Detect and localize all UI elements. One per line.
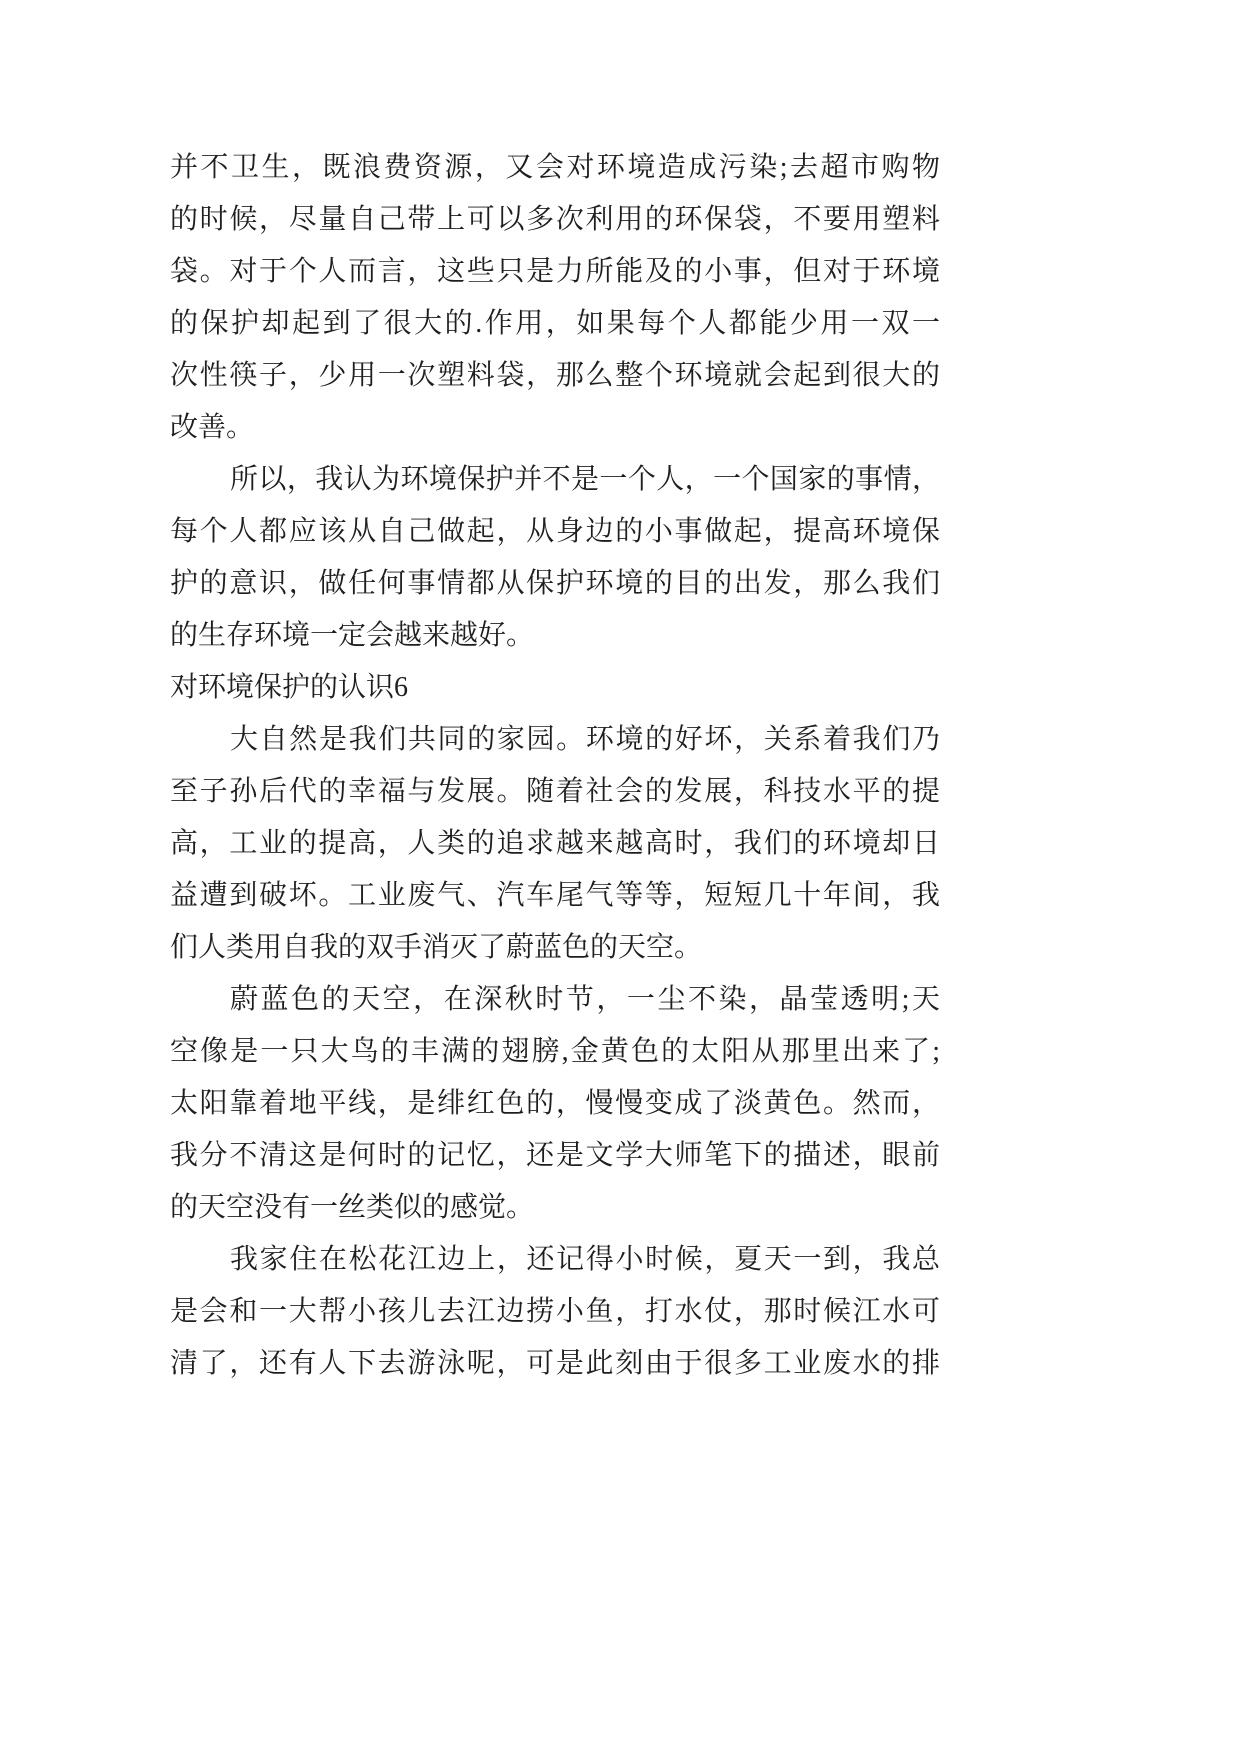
- text-line: 空像是一只大鸟的丰满的翅膀,金黄色的太阳从那里出来了;: [170, 1036, 940, 1067]
- text-line: 袋。对于个人而言，这些只是力所能及的小事，但对于环境: [170, 256, 940, 287]
- text-line: 高，工业的提高，人类的追求越来越高时，我们的环境却日: [170, 828, 940, 859]
- text-line: 的保护却起到了很大的.作用，如果每个人都能少用一双一: [170, 308, 940, 339]
- paragraph: [170, 1234, 940, 1390]
- text-line: 大自然是我们共同的家园。环境的好坏，关系着我们乃: [230, 724, 940, 755]
- text-line: 护的意识，做任何事情都从保护环境的目的出发，那么我们: [170, 568, 940, 599]
- text-line: 的时候，尽量自己带上可以多次利用的环保袋，不要用塑料: [170, 204, 940, 235]
- text-line: 清了，还有人下去游泳呢，可是此刻由于很多工业废水的排: [170, 1348, 940, 1379]
- text-line: 的生存环境一定会越来越好。: [170, 620, 535, 651]
- text-line: 益遭到破坏。工业废气、汽车尾气等等，短短几十年间，我: [170, 880, 940, 911]
- text-line: 次性筷子，少用一次塑料袋，那么整个环境就会起到很大的: [170, 360, 940, 391]
- text-line: 我家住在松花江边上，还记得小时候，夏天一到，我总: [230, 1244, 940, 1275]
- document-body: [170, 142, 940, 1390]
- paragraph: [170, 974, 940, 1234]
- paragraph: [170, 454, 940, 662]
- paragraph: [170, 142, 940, 454]
- text-line: 所以，我认为环境保护并不是一个人，一个国家的事情，: [230, 464, 940, 495]
- text-line: 蔚蓝色的天空，在深秋时节，一尘不染，晶莹透明;天: [230, 984, 940, 1015]
- paragraph: [170, 714, 940, 974]
- text-line: 们人类用自我的双手消灭了蔚蓝色的天空。: [170, 932, 703, 963]
- text-line: 的天空没有一丝类似的感觉。: [170, 1192, 535, 1223]
- text-line: 每个人都应该从自己做起，从身边的小事做起，提高环境保: [170, 516, 940, 547]
- text-line: 至子孙后代的幸福与发展。随着社会的发展，科技水平的提: [170, 776, 940, 807]
- section-title: 对环境保护的认识6: [170, 672, 409, 703]
- text-line: 并不卫生，既浪费资源，又会对环境造成污染;去超市购物: [170, 152, 940, 183]
- text-line: 太阳靠着地平线，是绯红色的，慢慢变成了淡黄色。然而，: [170, 1088, 940, 1119]
- text-line: 我分不清这是何时的记忆，还是文学大师笔下的描述，眼前: [170, 1140, 940, 1171]
- text-line: 是会和一大帮小孩儿去江边捞小鱼，打水仗，那时候江水可: [170, 1296, 940, 1327]
- text-line: 改善。: [170, 412, 255, 443]
